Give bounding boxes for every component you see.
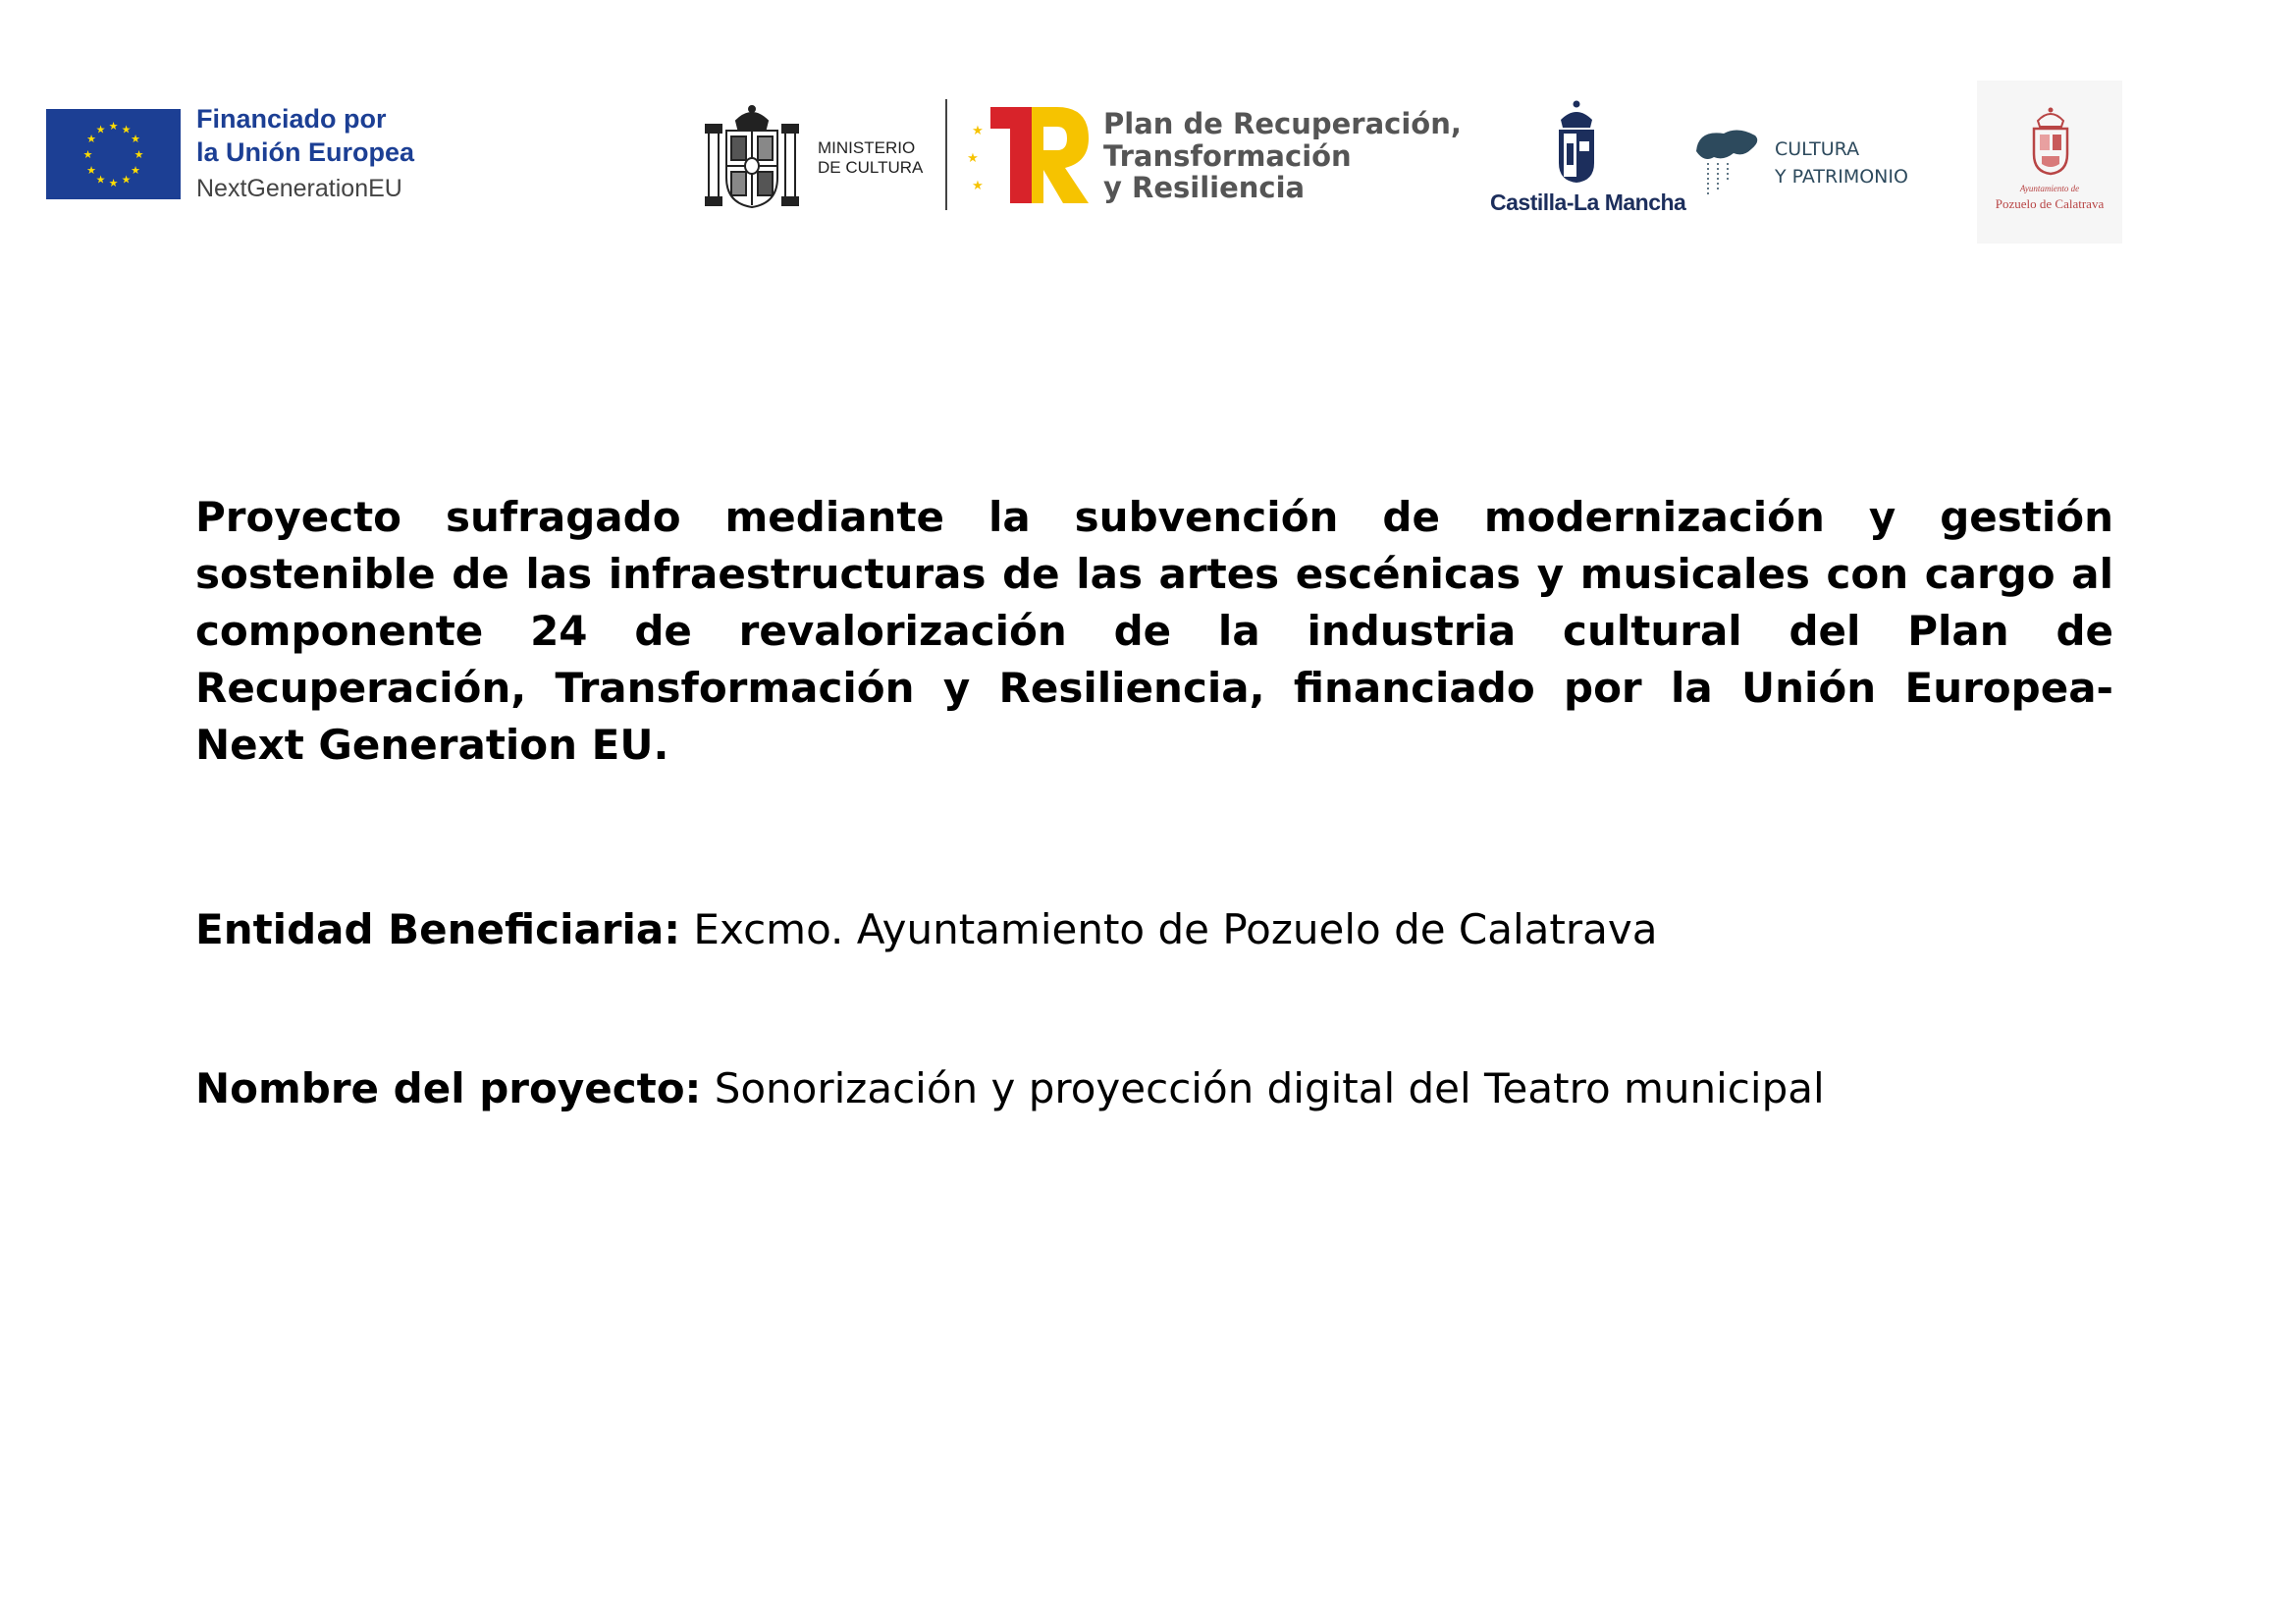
svg-text:★: ★ (131, 164, 140, 177)
svg-text:★: ★ (86, 164, 96, 177)
eu-funding-line1: Financiado por (196, 104, 387, 134)
ayuntamiento-line2: Pozuelo de Calatrava (1995, 196, 2105, 211)
svg-text:★: ★ (95, 173, 106, 187)
castilla-la-mancha-shield-icon (1553, 98, 1600, 185)
svg-text:★: ★ (86, 133, 96, 145)
cultura-patrimonio-mark-icon (1694, 128, 1761, 198)
svg-text:★: ★ (82, 148, 93, 161)
logo-divider (945, 99, 947, 210)
castilla-la-mancha-label: Castilla-La Mancha (1490, 189, 1686, 215)
svg-text:★: ★ (121, 173, 132, 187)
svg-text:★: ★ (972, 179, 984, 193)
spain-coat-of-arms-icon (703, 101, 801, 210)
ministerio-line1: MINISTERIO (818, 138, 916, 157)
svg-text:★: ★ (133, 148, 144, 161)
beneficiary-entity-value: Excmo. Ayuntamiento de Pozuelo de Calatrava (680, 905, 1658, 953)
svg-text:★: ★ (967, 151, 979, 166)
project-name-label: Nombre del proyecto: (195, 1064, 702, 1112)
svg-text:★: ★ (131, 133, 140, 145)
pozuelo-coat-of-arms-icon (2028, 105, 2073, 176)
cultura-patrimonio-line1: CULTURA (1775, 138, 1860, 160)
svg-text:★: ★ (108, 120, 119, 133)
svg-text:★: ★ (95, 123, 106, 136)
plan-line3: y Resiliencia (1103, 171, 1306, 204)
tr-logo-icon (967, 103, 1093, 207)
eu-funding-line2: la Unión Europea (196, 137, 415, 167)
ministerio-line2: DE CULTURA (818, 158, 924, 177)
project-name-value: Sonorización y proyección digital del Teatro municipal (701, 1064, 1825, 1112)
plan-line2: Transformación (1103, 139, 1352, 173)
plan-line1: Plan de Recuperación, (1103, 107, 1462, 140)
beneficiary-entity-line (195, 905, 1658, 953)
svg-text:★: ★ (972, 124, 984, 138)
eu-flag-icon (46, 109, 181, 199)
beneficiary-entity-label: Entidad Beneficiaria: (195, 905, 681, 953)
svg-text:★: ★ (121, 123, 132, 136)
svg-text:★: ★ (108, 177, 119, 189)
ayuntamiento-line1: Ayuntamiento de (2019, 184, 2080, 193)
eu-funding-line3: NextGenerationEU (196, 175, 402, 202)
cultura-patrimonio-line2: Y PATRIMONIO (1775, 166, 1908, 188)
project-name-line (195, 1064, 1825, 1112)
project-description-paragraph: Proyecto sufragado mediante la subvención de modernización y gestión sostenible de las infraestructuras de las artes escénicas y musicales con cargo al componente 24 de revalorización de la industria cultural del Plan de Recuperación, Transformación y Resiliencia, financiado por la Unión Europea- Next Generation EU. (195, 493, 2113, 769)
